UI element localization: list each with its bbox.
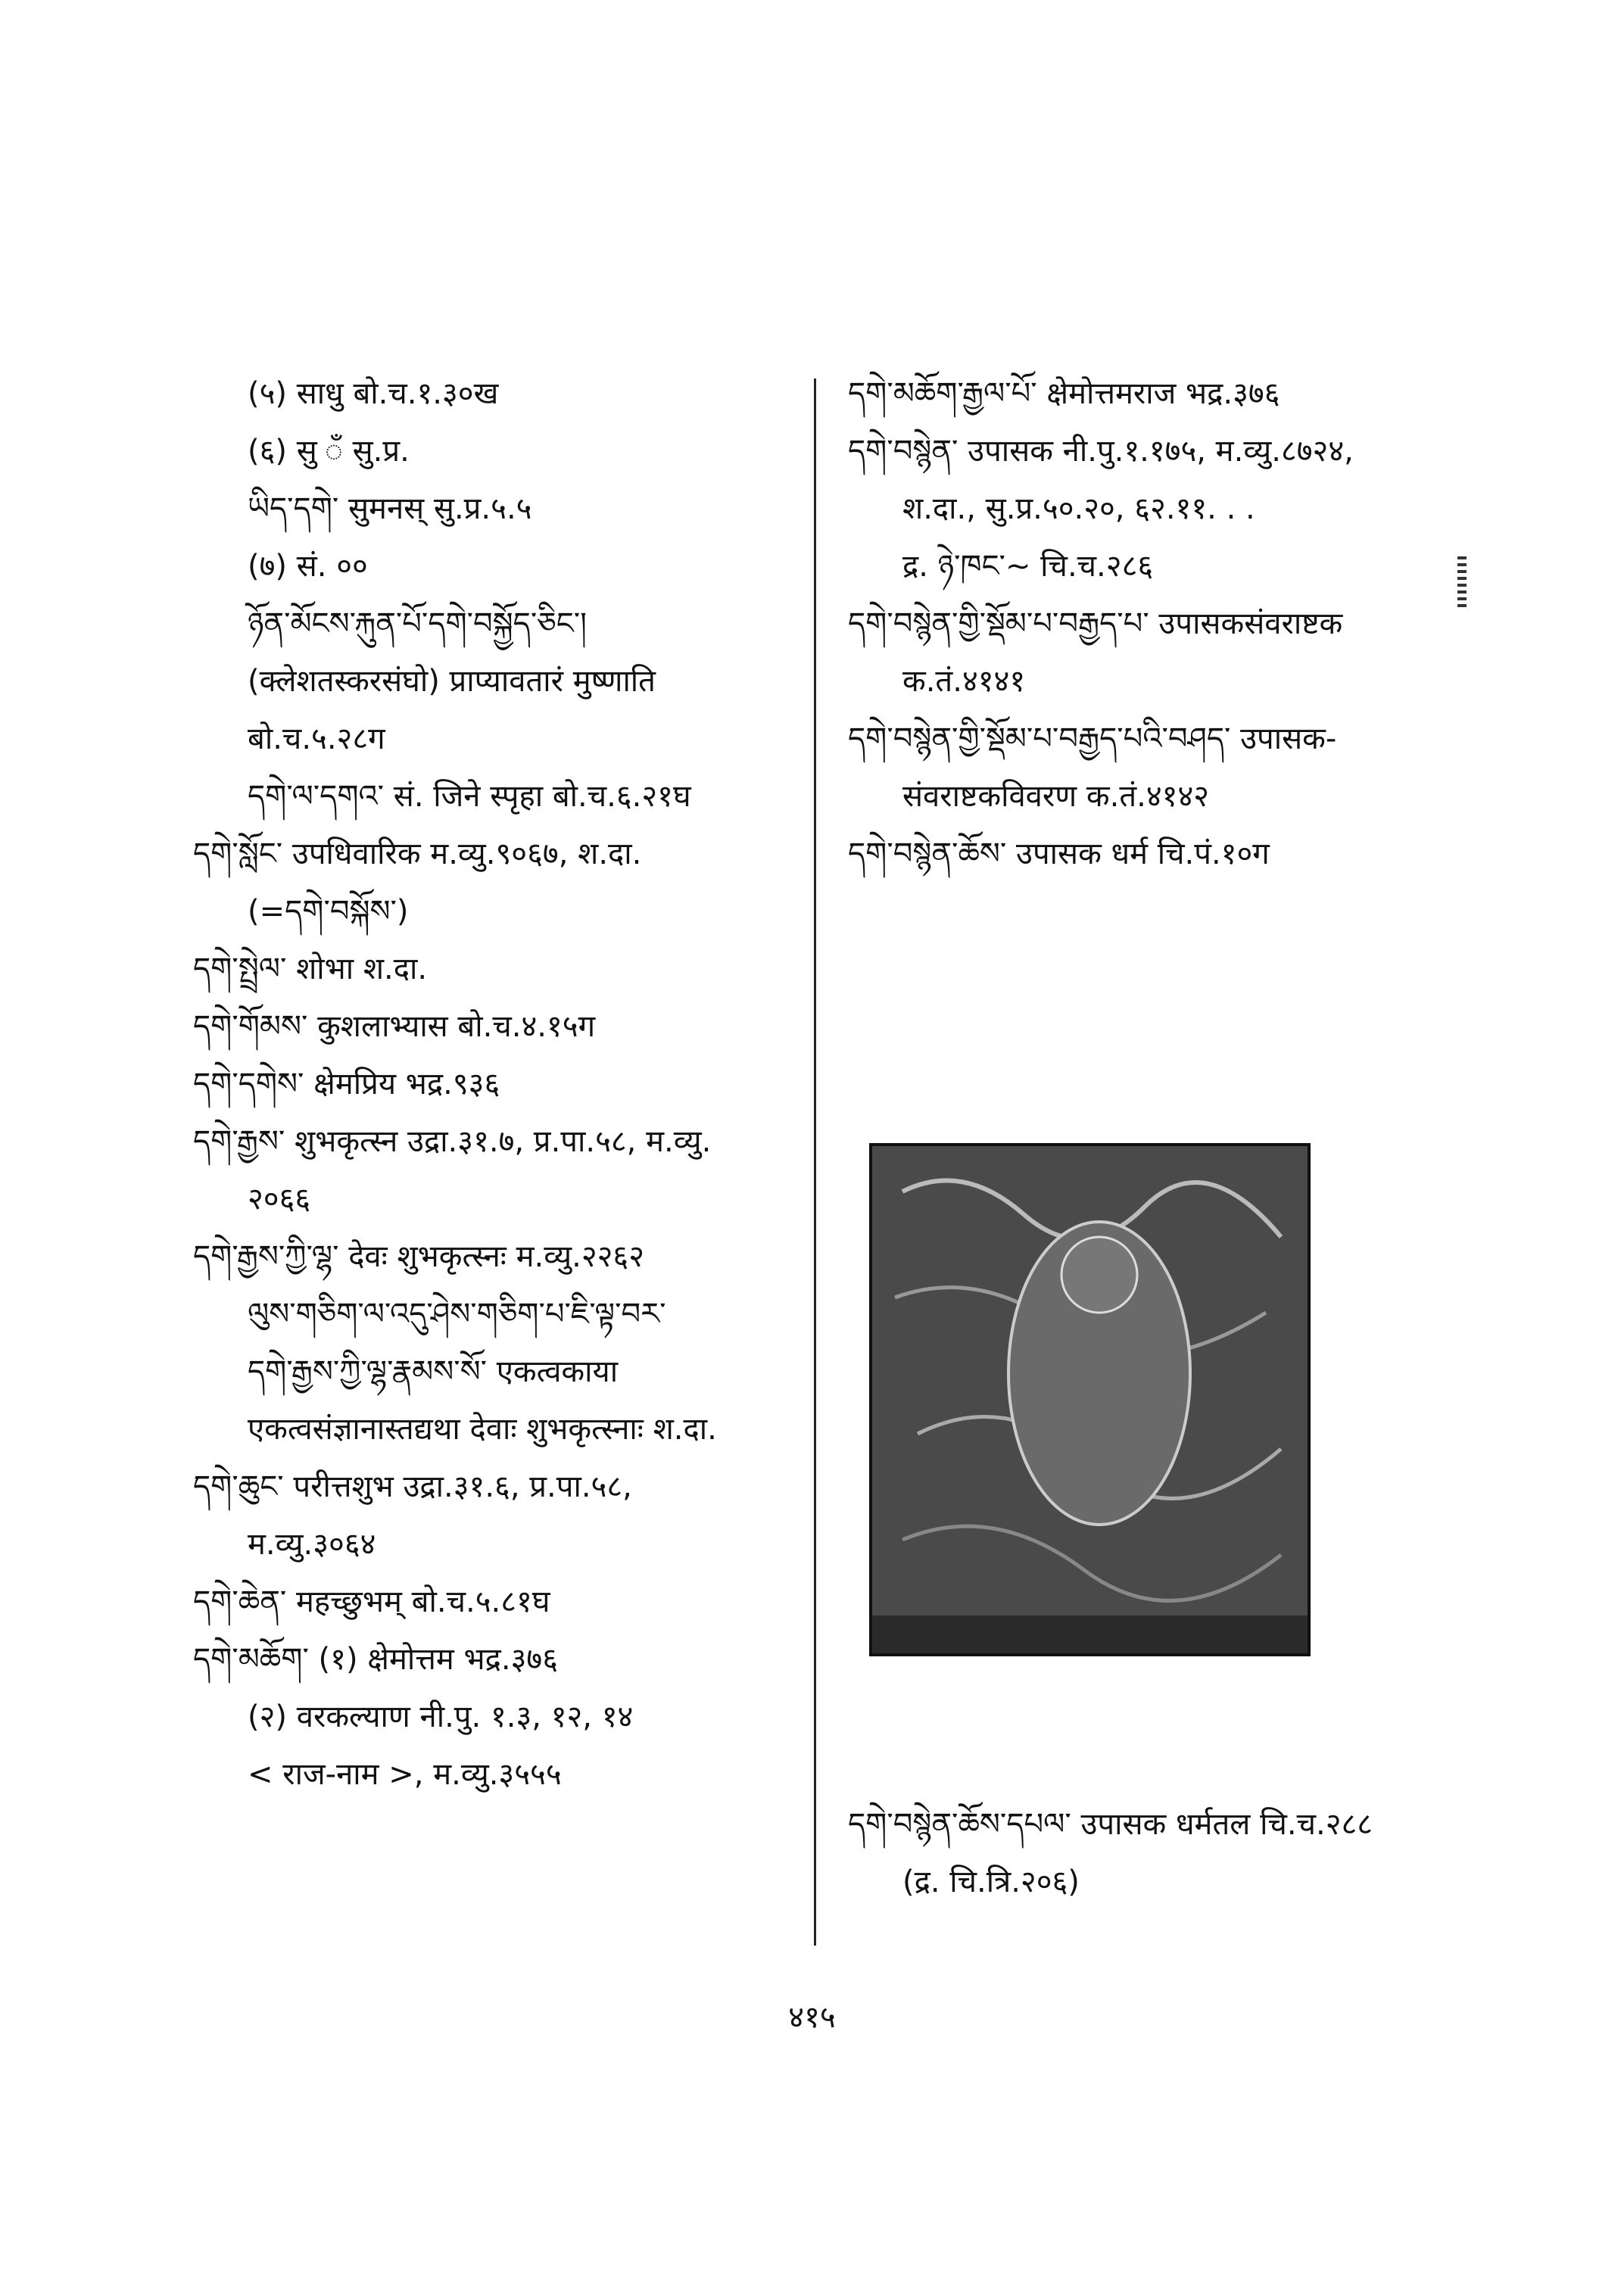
dictionary-entry: (=དགེ་བསྐོས་) xyxy=(248,894,409,929)
dictionary-entry: २०६६ xyxy=(248,1182,311,1217)
dictionary-entry: དགེ་སློང་ उपधिवारिक म.व्यु.९०६७, श.दा. xyxy=(193,837,642,871)
dictionary-entry: ཡིད་དགེ་ सुमनस् सु.प्र.५.५ xyxy=(248,491,532,526)
dictionary-entry: एकत्वसंज्ञानास्तद्यथा देवाः शुभकृत्स्नाः श.दा. xyxy=(248,1412,717,1447)
dictionary-entry: དགེ་རྒྱས་ཀྱི་ལྷ་རྣམས་སོ་ एकत्वकाया xyxy=(248,1354,619,1389)
dictionary-entry: (क्लेशतस्करसंघो) प्राप्यावतारं मुष्णाति xyxy=(248,664,656,699)
page-number: ४१५ xyxy=(788,2000,836,2035)
dictionary-entry: (२) वरकल्याण नी.पु. १.३, १२, १४ xyxy=(248,1699,634,1734)
dictionary-entry: དགེ་མཆོག་ (१) क्षेमोत्तम भद्र.३७६ xyxy=(193,1642,558,1677)
dictionary-entry: ལུས་གཅིག་ལ་འདུ་ཤེས་གཅིག་པ་ཇི་ལྟ་བར་ xyxy=(248,1297,666,1332)
dictionary-entry: म.व्यु.३०६४ xyxy=(248,1527,376,1562)
image-caption xyxy=(848,1802,1469,1917)
dictionary-entry: (६) सु ँ सु.प्र. xyxy=(248,434,410,469)
dictionary-entry: क.तं.४१४१ xyxy=(902,664,1026,699)
caption-line-1: དགེ་བསྙེན་ཆོས་དཔལ་ उपासक धर्मतल चि.च.२८८ xyxy=(848,1807,1373,1842)
right-column xyxy=(848,371,1469,889)
dictionary-entry: श.दा., सु.प्र.५०.२०, ६२.११. . . xyxy=(902,491,1255,526)
dictionary-entry: बो.च.५.२८ग xyxy=(248,721,385,756)
caption-line-2: (द्र. चि.त्रि.२०६) xyxy=(902,1865,1080,1899)
dictionary-entry: དགེ་ཆེན་ महच्छुभम् बो.च.५.८१घ xyxy=(193,1584,550,1619)
dictionary-entry: ཉོན་མོངས་རྐུན་པོ་དགེ་བསྐྱོད་ཅིང་། xyxy=(248,606,588,641)
column-divider xyxy=(814,379,816,1946)
dictionary-entry: དགེ་བསྙེན་གྱི་སྡོམ་པ་བརྒྱད་པའི་བཤད་ उपासक- xyxy=(848,721,1337,756)
dictionary-entry: དགེ་གོམས་ कुशलाभ्यास बो.च.४.१५ग xyxy=(193,1009,596,1044)
dictionary-entry: དགེ་རྒྱས་ཀྱི་ལྷ་ देवः शुभकृत्स्नः म.व्यु.२२६२ xyxy=(193,1239,645,1274)
dictionary-entry: དགེ་མཆོག་རྒྱལ་པོ་ क्षेमोत्तमराज भद्र.३७६ xyxy=(848,376,1280,411)
dictionary-entry: དགེ་ལ་དགའ་ सं. जिने स्पृहा बो.च.६.२१घ xyxy=(248,779,691,814)
dictionary-entry: དགེ་བསྙེན་ उपासक नी.पु.१.१७५, म.व्यु.८७२४, xyxy=(848,434,1354,469)
dictionary-entry: द्र. ཉེ་ཁང་~ चि.च.२८६ xyxy=(902,549,1154,584)
dictionary-entry: དགེ་རྒྱས་ शुभकृत्स्न उद्रा.३१.७, प्र.पा.५८, म.व्यु. xyxy=(193,1124,712,1159)
dictionary-entry: དགེ་བསྙེན་གྱི་སྡོམ་པ་བརྒྱད་པ་ उपासकसंवराष्टक xyxy=(848,606,1343,641)
dictionary-entry: < राज-नाम >, म.व्यु.३५५५ xyxy=(248,1757,562,1792)
dictionary-entry: དགེ་ཆུང་ परीत्तशुभ उद्रा.३१.६, प्र.पा.५८, xyxy=(193,1469,632,1504)
dictionary-entry: संवराष्टकविवरण क.तं.४१४२ xyxy=(902,779,1210,814)
left-column xyxy=(193,371,799,1809)
dictionary-entry: དགེ་དགེས་ क्षेमप्रिय भद्र.९३६ xyxy=(193,1067,500,1101)
dictionary-entry: (७) सं. ०० xyxy=(248,549,368,584)
dictionary-entry: (५) साधु बो.च.१.३०ख xyxy=(248,376,499,411)
dictionary-entry: དགེ་སྤྲེལ་ शोभा श.दा. xyxy=(193,952,428,986)
margin-mark xyxy=(1457,556,1467,609)
dictionary-entry: དགེ་བསྙེན་ཆོས་ उपासक धर्म चि.पं.१०ग xyxy=(848,837,1270,871)
thangka-illustration xyxy=(869,1143,1311,1656)
